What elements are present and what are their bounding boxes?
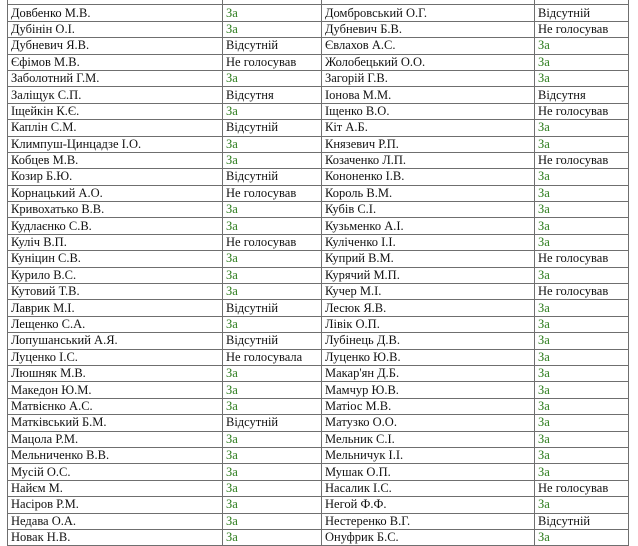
vote-result-cell: Відсутній	[223, 38, 322, 54]
deputy-name-cell: Кучер М.І.	[322, 284, 535, 300]
deputy-name-cell: Матіос М.В.	[322, 398, 535, 414]
deputy-name-cell: Найєм М.	[8, 480, 223, 496]
deputy-name-cell: Домбровський О.Г.	[322, 5, 535, 21]
vote-result-cell: За	[223, 136, 322, 152]
vote-result-cell: За	[223, 284, 322, 300]
deputy-name-cell: Кутовий Т.В.	[8, 284, 223, 300]
vote-result-cell: За	[223, 5, 322, 21]
vote-result-cell: За	[223, 365, 322, 381]
vote-result-cell: Не голосував	[223, 54, 322, 70]
vote-result-cell: Відсутній	[535, 513, 629, 529]
deputy-name-cell: Кубів С.І.	[322, 202, 535, 218]
deputy-name-cell: Кузьменко А.І.	[322, 218, 535, 234]
deputy-name-cell: Кривохатько В.В.	[8, 202, 223, 218]
deputy-name-cell: Макар'ян Д.Б.	[322, 365, 535, 381]
vote-result-cell: За	[223, 251, 322, 267]
deputy-name-cell: Іщенко В.О.	[322, 103, 535, 119]
deputy-name-cell: Онуфрик Б.С.	[322, 529, 535, 545]
deputy-name-cell: Лубінець Д.В.	[322, 333, 535, 349]
deputy-name-cell: Куліченко І.І.	[322, 234, 535, 250]
table-row	[8, 218, 629, 234]
deputy-name-cell: Іщейкін К.Є.	[8, 103, 223, 119]
vote-result-cell: За	[535, 234, 629, 250]
deputy-name-cell: Дубневич Я.В.	[8, 38, 223, 54]
vote-result-cell: За	[223, 464, 322, 480]
table-row	[8, 54, 629, 70]
table-row	[8, 447, 629, 463]
vote-result-cell: Відсутній	[535, 5, 629, 21]
vote-result-cell: За	[535, 497, 629, 513]
vote-result-cell: За	[223, 103, 322, 119]
vote-result-cell: За	[223, 202, 322, 218]
vote-result-cell: За	[535, 464, 629, 480]
deputy-name-cell: Лесюк Я.В.	[322, 300, 535, 316]
deputy-name-cell: Македон Ю.М.	[8, 382, 223, 398]
deputy-name-cell: Негой Ф.Ф.	[322, 497, 535, 513]
table-row	[8, 365, 629, 381]
table-row	[8, 480, 629, 496]
table-row	[8, 103, 629, 119]
table-row	[8, 234, 629, 250]
vote-result-cell: За	[535, 333, 629, 349]
deputy-name-cell: Заліщук С.П.	[8, 87, 223, 103]
deputy-name-cell: Лаврик М.І.	[8, 300, 223, 316]
deputy-name-cell: Курячий М.П.	[322, 267, 535, 283]
vote-result-cell: За	[223, 218, 322, 234]
table-row	[8, 464, 629, 480]
vote-result-cell: За	[535, 120, 629, 136]
deputy-name-cell: Луценко Ю.В.	[322, 349, 535, 365]
vote-result-cell: За	[535, 431, 629, 447]
vote-result-cell: За	[535, 382, 629, 398]
vote-result-cell: Не голосував	[535, 251, 629, 267]
vote-result-cell: За	[223, 431, 322, 447]
deputy-name-cell: Недава О.А.	[8, 513, 223, 529]
table-row	[8, 202, 629, 218]
vote-result-cell: Не голосувала	[223, 349, 322, 365]
deputy-name-cell: Лівік О.П.	[322, 316, 535, 332]
deputy-name-cell: Єфімов М.В.	[8, 54, 223, 70]
vote-result-cell: Відсутній	[223, 333, 322, 349]
deputy-name-cell: Мацола Р.М.	[8, 431, 223, 447]
vote-result-cell: За	[535, 447, 629, 463]
deputy-name-cell: Новак Н.В.	[8, 529, 223, 545]
deputy-name-cell: Матвієнко А.С.	[8, 398, 223, 414]
table-row	[8, 513, 629, 529]
table-row	[8, 382, 629, 398]
deputy-name-cell: Лещенко С.А.	[8, 316, 223, 332]
deputy-name-cell: Козир Б.Ю.	[8, 169, 223, 185]
vote-result-cell: За	[223, 21, 322, 37]
deputy-name-cell: Нестеренко В.Г.	[322, 513, 535, 529]
vote-result-cell: Відсутній	[223, 169, 322, 185]
table-row	[8, 529, 629, 545]
vote-result-cell: За	[223, 267, 322, 283]
deputy-name-cell: Загорій Г.В.	[322, 70, 535, 86]
deputy-name-cell: Луценко І.С.	[8, 349, 223, 365]
vote-result-cell: За	[223, 447, 322, 463]
vote-result-cell: За	[223, 529, 322, 545]
table-row	[8, 284, 629, 300]
deputy-name-cell: Король В.М.	[322, 185, 535, 201]
deputy-name-cell: Кобцев М.В.	[8, 152, 223, 168]
vote-result-cell: Не голосував	[535, 103, 629, 119]
table-row	[8, 316, 629, 332]
deputy-name-cell: Євлахов А.С.	[322, 38, 535, 54]
vote-result-cell: Відсутня	[223, 87, 322, 103]
vote-result-cell: За	[535, 365, 629, 381]
table-row	[8, 497, 629, 513]
deputy-name-cell: Кононенко І.В.	[322, 169, 535, 185]
table-row	[8, 169, 629, 185]
table-row	[8, 21, 629, 37]
table-row	[8, 120, 629, 136]
table-row	[8, 5, 629, 21]
deputy-name-cell: Курило В.С.	[8, 267, 223, 283]
vote-result-cell: Відсутній	[223, 300, 322, 316]
vote-result-cell: Не голосував	[535, 284, 629, 300]
vote-result-cell: За	[223, 513, 322, 529]
deputy-name-cell: Козаченко Л.П.	[322, 152, 535, 168]
vote-result-cell: За	[535, 349, 629, 365]
deputy-name-cell: Мамчур Ю.В.	[322, 382, 535, 398]
vote-result-cell: Відсутня	[535, 87, 629, 103]
deputy-name-cell: Князевич Р.П.	[322, 136, 535, 152]
deputy-name-cell: Климпуш-Цинцадзе І.О.	[8, 136, 223, 152]
vote-result-cell: Відсутній	[223, 120, 322, 136]
vote-result-cell: За	[535, 54, 629, 70]
deputy-name-cell: Кудлаєнко С.В.	[8, 218, 223, 234]
deputy-name-cell: Мусій О.С.	[8, 464, 223, 480]
table-row	[8, 349, 629, 365]
deputy-name-cell: Жолобецький О.О.	[322, 54, 535, 70]
vote-result-cell: За	[535, 70, 629, 86]
deputy-name-cell: Насалик І.С.	[322, 480, 535, 496]
vote-result-cell: Не голосував	[223, 234, 322, 250]
deputy-name-cell: Матківський Б.М.	[8, 415, 223, 431]
deputy-name-cell: Матузко О.О.	[322, 415, 535, 431]
deputy-name-cell: Довбенко М.В.	[8, 5, 223, 21]
deputy-name-cell: Мельник С.І.	[322, 431, 535, 447]
deputy-name-cell: Корнацький А.О.	[8, 185, 223, 201]
vote-result-cell: Не голосував	[223, 185, 322, 201]
vote-result-cell: За	[223, 382, 322, 398]
table-row	[8, 431, 629, 447]
vote-result-cell: За	[535, 169, 629, 185]
deputy-name-cell: Насіров Р.М.	[8, 497, 223, 513]
vote-result-cell: За	[535, 185, 629, 201]
vote-result-cell: Не голосував	[535, 152, 629, 168]
deputy-name-cell: Мельниченко В.В.	[8, 447, 223, 463]
table-row	[8, 333, 629, 349]
table-row	[8, 136, 629, 152]
vote-result-cell: За	[223, 70, 322, 86]
vote-result-cell: За	[535, 267, 629, 283]
vote-result-cell: За	[535, 38, 629, 54]
vote-result-cell: Відсутній	[223, 415, 322, 431]
vote-result-cell: За	[535, 136, 629, 152]
table-row	[8, 38, 629, 54]
table-row	[8, 70, 629, 86]
deputy-name-cell: Мельничук І.І.	[322, 447, 535, 463]
deputy-name-cell: Люшняк М.В.	[8, 365, 223, 381]
table-row	[8, 398, 629, 414]
deputy-name-cell: Мушак О.П.	[322, 464, 535, 480]
vote-result-cell: За	[535, 300, 629, 316]
vote-result-cell: За	[223, 497, 322, 513]
deputy-name-cell: Каплін С.М.	[8, 120, 223, 136]
table-row	[8, 267, 629, 283]
vote-result-cell: За	[223, 316, 322, 332]
voting-results-body	[8, 0, 629, 546]
deputy-name-cell: Куніцин С.В.	[8, 251, 223, 267]
vote-result-cell: За	[535, 529, 629, 545]
deputy-name-cell: Куприй В.М.	[322, 251, 535, 267]
deputy-name-cell: Кіт А.Б.	[322, 120, 535, 136]
deputy-name-cell: Іонова М.М.	[322, 87, 535, 103]
table-row	[8, 87, 629, 103]
deputy-name-cell: Лопушанський А.Я.	[8, 333, 223, 349]
vote-result-cell: За	[223, 152, 322, 168]
vote-result-cell: Не голосував	[535, 480, 629, 496]
deputy-name-cell: Заболотний Г.М.	[8, 70, 223, 86]
deputy-name-cell: Куліч В.П.	[8, 234, 223, 250]
vote-result-cell: За	[535, 398, 629, 414]
vote-result-cell: За	[535, 202, 629, 218]
table-row	[8, 251, 629, 267]
deputy-name-cell: Дубневич Б.В.	[322, 21, 535, 37]
table-row	[8, 152, 629, 168]
voting-results-table	[7, 0, 629, 546]
deputy-name-cell: Дубінін О.І.	[8, 21, 223, 37]
vote-result-cell: Не голосував	[535, 21, 629, 37]
vote-result-cell: За	[535, 415, 629, 431]
vote-result-cell: За	[223, 398, 322, 414]
table-row	[8, 185, 629, 201]
vote-result-cell: За	[223, 480, 322, 496]
vote-result-cell: За	[535, 316, 629, 332]
vote-result-cell: За	[535, 218, 629, 234]
table-row	[8, 300, 629, 316]
table-row	[8, 415, 629, 431]
